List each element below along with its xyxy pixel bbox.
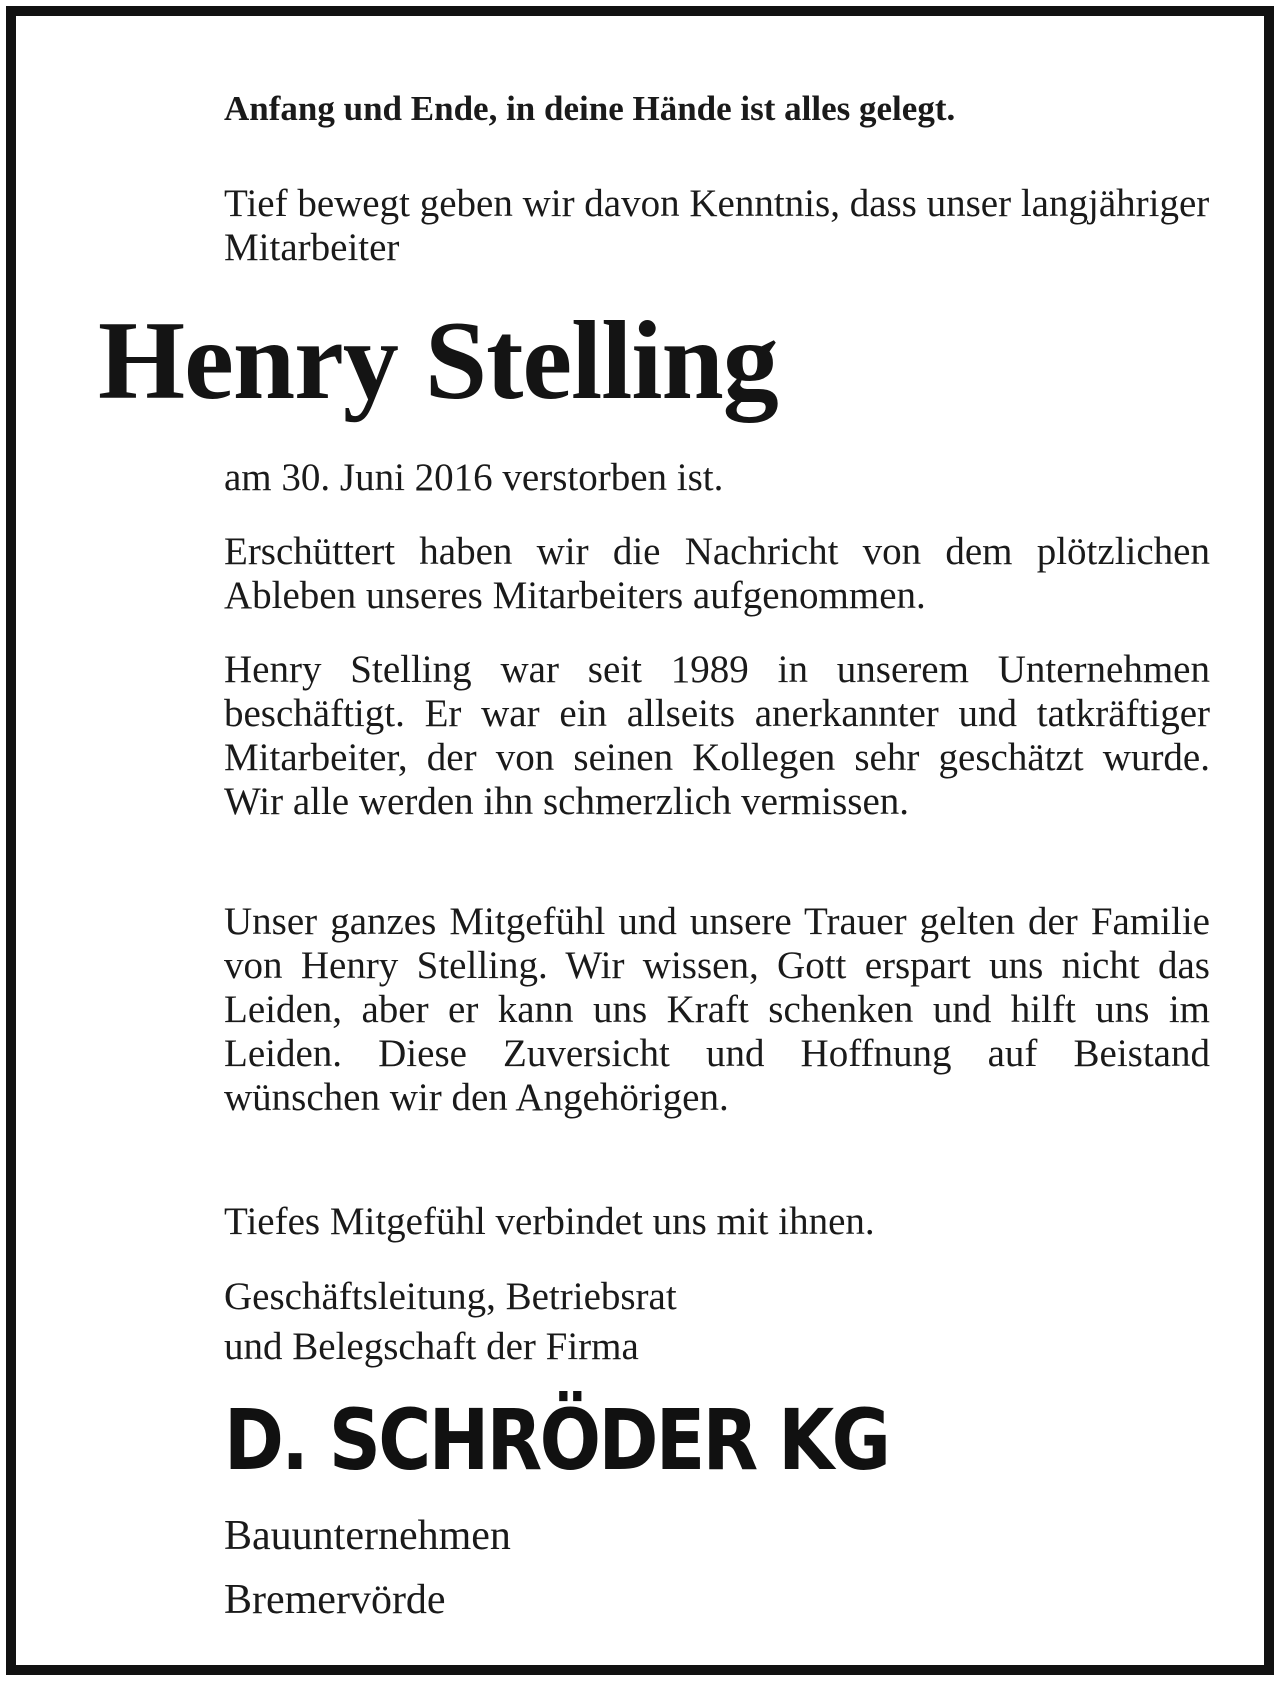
paragraph-employment: Henry Stelling war seit 1989 in unserem Unternehmen beschäftigt. Er war ein allseits anerkannter und tatkräftiger Mitarbeiter, der von seinen Kollegen sehr geschätzt wurde. Wir alle werden ihn schmerzlich vermissen. xyxy=(224,648,1210,823)
sender-line: Geschäftsleitung, Betriebsrat xyxy=(224,1275,677,1318)
sender-block xyxy=(224,1272,1210,1372)
company-city: Bremervörde xyxy=(224,1577,446,1623)
paragraph-sympathy: Tiefes Mitgefühl verbindet uns mit ihnen. xyxy=(224,1200,875,1243)
paragraph-condolence: Unser ganzes Mitgefühl und unsere Trauer gelten der Familie von Henry Stelling. Wir wissen, Gott erspart uns nicht das Leiden, aber er kann uns Kraft schenken und hilft uns im Leiden. Diese Zuversicht und Hoffnung auf Beistand wünschen wir den Angehörigen. xyxy=(224,900,1210,1119)
motto-line: Anfang und Ende, in deine Hände ist alles gelegt. xyxy=(224,89,956,128)
company-business: Bauunternehmen xyxy=(224,1513,511,1559)
deceased-name: Henry Stelling xyxy=(98,299,778,423)
sender-line: und Belegschaft der Firma xyxy=(224,1325,639,1368)
death-date-line: am 30. Juni 2016 verstorben ist. xyxy=(224,456,724,499)
intro-text: Tief bewegt geben wir davon Kenntnis, dass unser langjähriger Mitarbeiter xyxy=(224,182,1210,269)
obituary-frame xyxy=(6,6,1274,1675)
company-name: D. SCHRÖDER KG xyxy=(224,1391,889,1489)
paragraph-shock: Erschüttert haben wir die Nachricht von dem plötzlichen Ableben unseres Mitarbeiters aufgenommen. xyxy=(224,530,1210,617)
